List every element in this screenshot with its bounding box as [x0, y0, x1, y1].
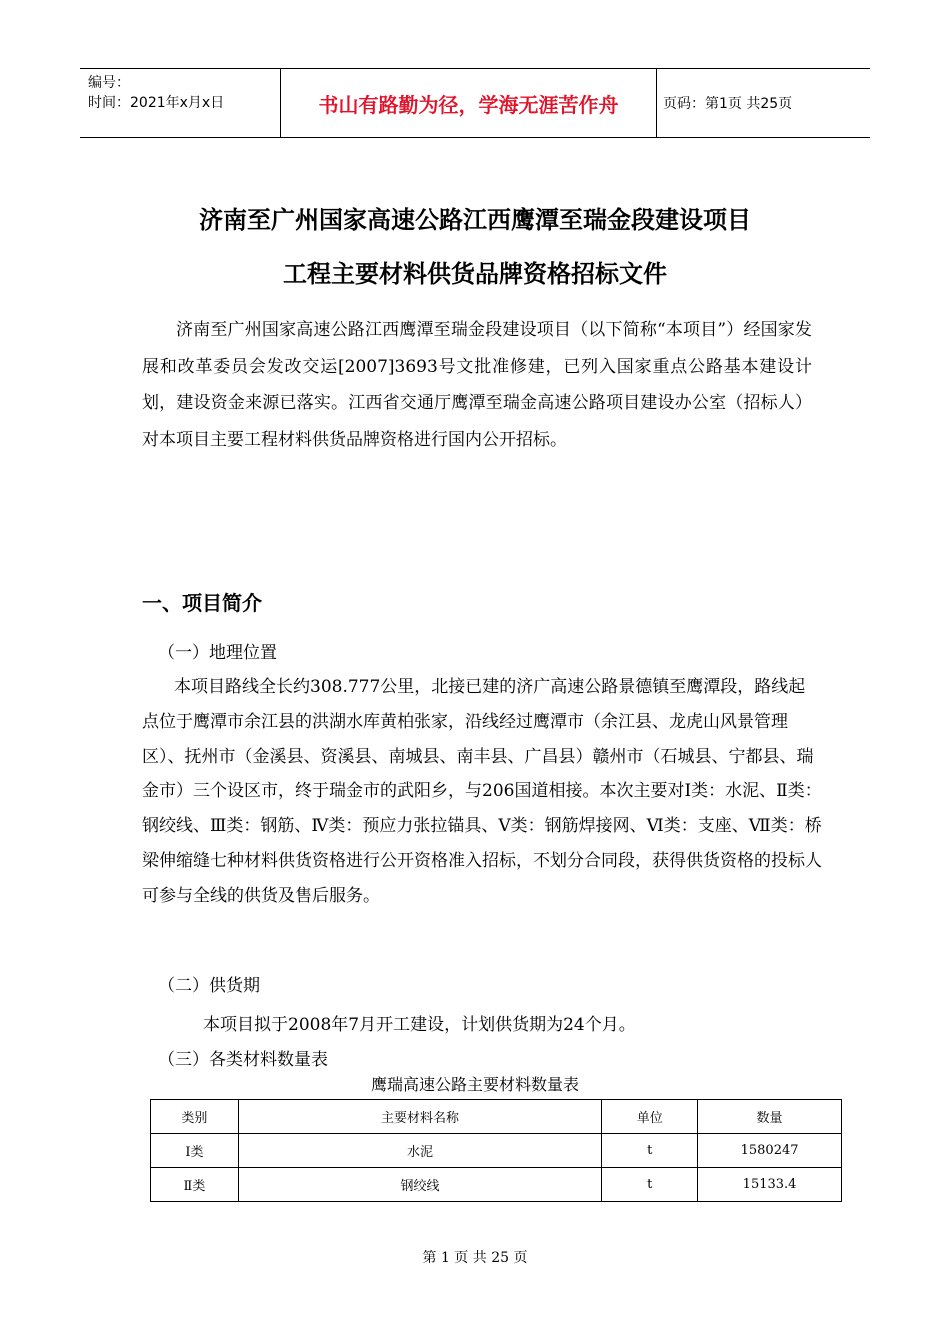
location-paragraph: 本项目路线全长约308.777公里，北接已建的济广高速公路景德镇至鹰潭段，路线起点位于鹰潭市余江县的洪湖水库黄柏张家，沿线经过鹰潭市（余江县、龙虎山风景管理区）、抚州市（金溪县、资溪县、南城县、南丰县、广昌县）赣州市（石城县、宁都县、瑞金市）三个设区市，终于瑞金市的武阳乡，与206国道相接。本次主要对Ⅰ类：水泥、Ⅱ类：钢绞线、Ⅲ类：钢筋、Ⅳ类：预应力张拉锚具、Ⅴ类：钢筋焊接网、Ⅵ类：支座、Ⅶ类：桥梁伸缩缝七种材料供货资格进行公开资格准入招标，不划分合同段，获得供货资格的投标人可参与全线的供货及售后服务。 [142, 677, 822, 906]
table-cell: t [602, 1134, 698, 1168]
table-cell: 水泥 [238, 1134, 601, 1168]
intro-paragraph: 济南至广州国家高速公路江西鹰潭至瑞金段建设项目（以下简称“本项目”）经国家发展和改革委员会发改交运[2007]3693号文批准修建，已列入国家重点公路基本建设计划，建设资金来源已落实。江西省交通厅鹰潭至瑞金高速公路项目建设办公室（招标人）对本项目主要工程材料供货品牌资格进行国内公开招标。 [142, 320, 812, 450]
table-header-cell: 主要材料名称 [238, 1100, 601, 1134]
table-cell: 15133.4 [698, 1168, 842, 1202]
document-title-line-2: 工程主要材料供货品牌资格招标文件 [283, 260, 667, 288]
table-header-cell: 单位 [602, 1100, 698, 1134]
table-header-cell: 数量 [698, 1100, 842, 1134]
subsection-location-heading: （一）地理位置 [158, 643, 277, 663]
table-row [151, 1134, 842, 1168]
table-row [151, 1168, 842, 1202]
section-heading: 一、项目简介 [142, 591, 262, 615]
table-header-cell: 类别 [151, 1100, 239, 1134]
table-cell: Ⅰ类 [151, 1134, 239, 1168]
document-title-line-1: 济南至广州国家高速公路江西鹰潭至瑞金段建设项目 [199, 206, 751, 234]
supply-paragraph: 本项目拟于2008年7月开工建设，计划供货期为24个月。 [203, 1015, 636, 1035]
subsection-supply-heading: （二）供货期 [158, 976, 260, 996]
table-cell: 1580247 [698, 1134, 842, 1168]
table-cell: t [602, 1168, 698, 1202]
table-caption: 鹰瑞高速公路主要材料数量表 [370, 1075, 579, 1094]
page-header [80, 68, 870, 138]
header-motto: 书山有路勤为径，学海无涯苦作舟 [280, 69, 657, 137]
table-cell: 钢绞线 [238, 1168, 601, 1202]
page-footer: 第 1 页 共 25 页 [422, 1250, 528, 1266]
materials-table [150, 1099, 842, 1202]
header-meta [80, 69, 280, 137]
table-cell: Ⅱ类 [151, 1168, 239, 1202]
subsection-quantity-heading: （三）各类材料数量表 [158, 1050, 328, 1070]
document-number-label: 编号： [88, 75, 130, 91]
document-time-label: 时间：2021年x月x日 [88, 95, 225, 111]
header-page-number: 页码：第1页 共25页 [663, 96, 793, 112]
table-header-row [151, 1100, 842, 1134]
